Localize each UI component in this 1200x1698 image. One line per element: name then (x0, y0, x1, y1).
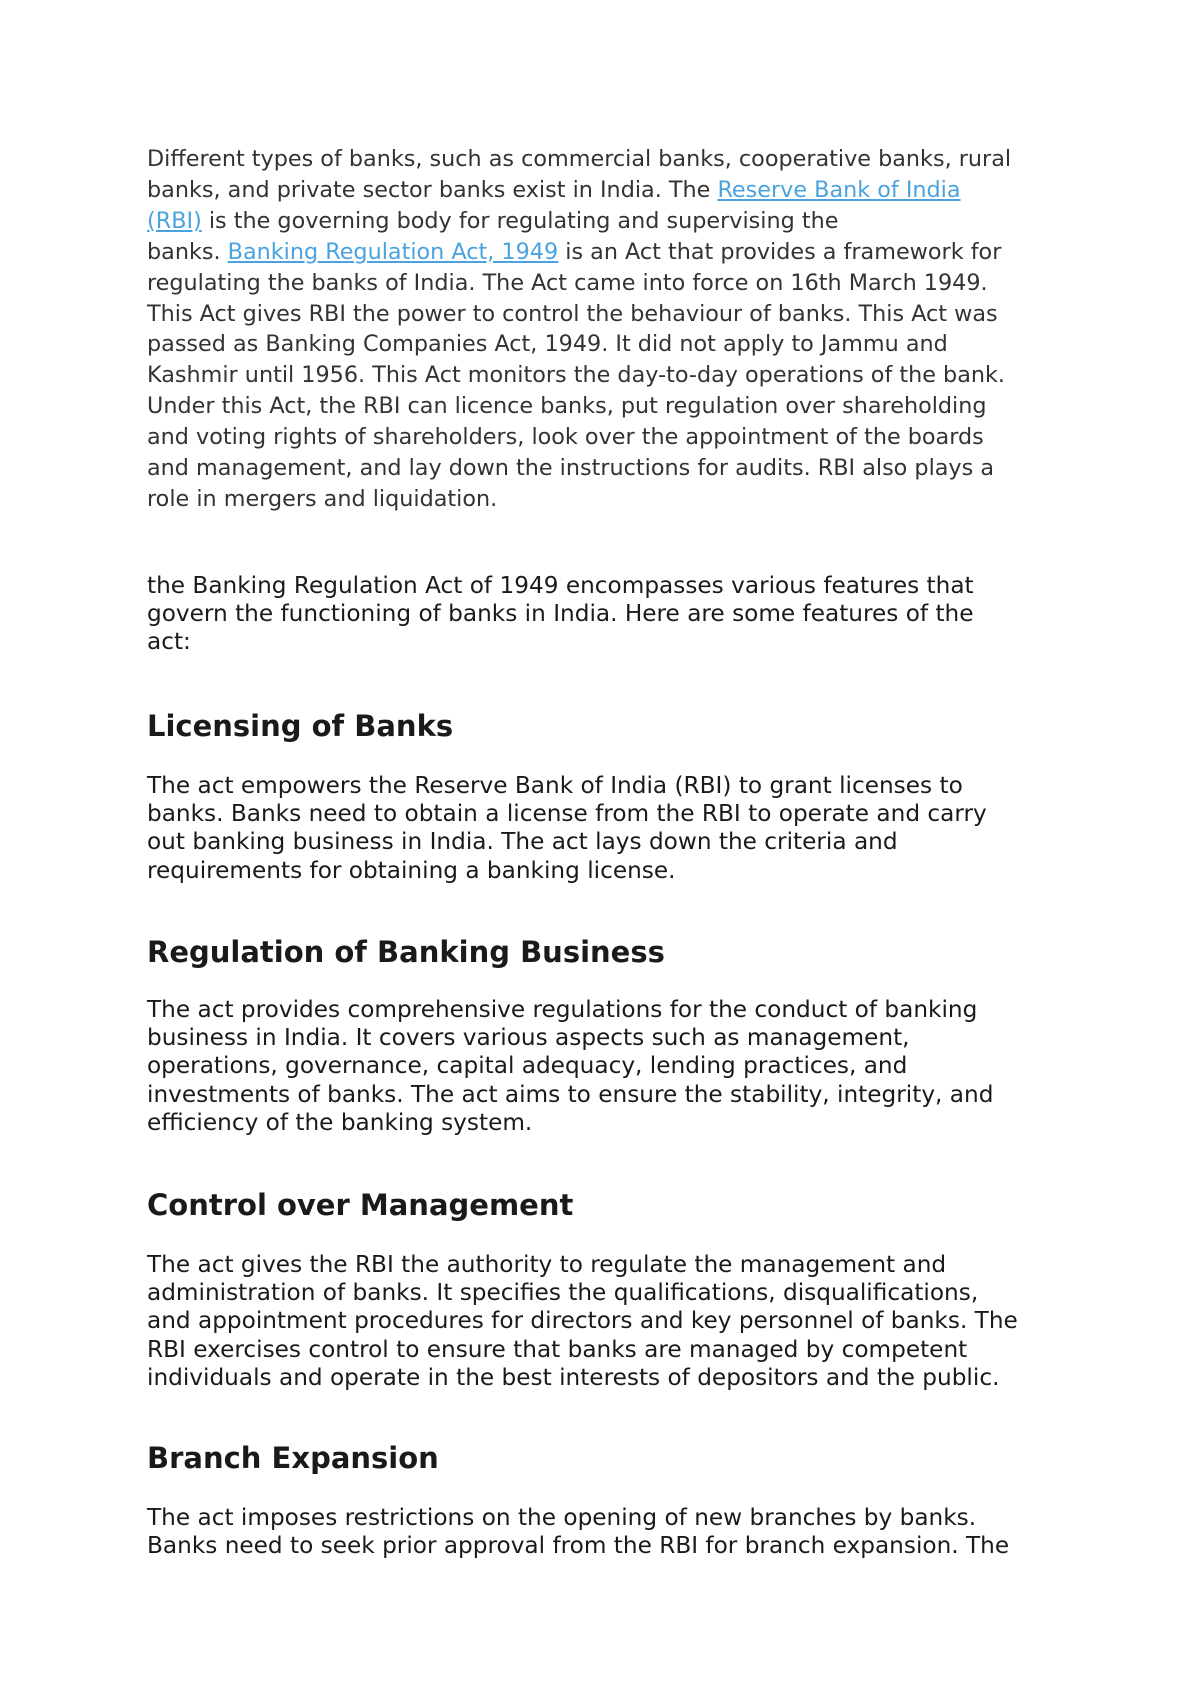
banking-regulation-act-link[interactable]: Banking Regulation Act, 1949 (227, 238, 559, 265)
document-page (147, 144, 1072, 1560)
rbi-link-continued[interactable]: (RBI) (147, 207, 202, 234)
section-heading-licensing: Licensing of Banks (147, 709, 454, 743)
section-heading-control: Control over Management (147, 1188, 574, 1222)
intro-paragraph (147, 144, 1072, 515)
intro-line-2: banks, and private sector banks exist in India. The (147, 176, 718, 203)
section-body-licensing: The act empowers the Reserve Bank of India (RBI) to grant licenses to banks. Banks need to obtain a license from the RBI to operate and carry out banking business in India. The act lays down the criteria and requirements for obtaining a banking license. (147, 772, 987, 884)
section-body-control: The act gives the RBI the authority to regulate the management and administration of banks. It specifies the qualifications, disqualifications, and appointment procedures for directors and key personnel of banks. The RBI exercises control to ensure that banks are managed by competent individuals and operate in the best interests of depositors and the public. (147, 1251, 1018, 1391)
intro-line-3: is the governing body for regulating and supervising the (201, 207, 839, 234)
intro-line-4: banks. (147, 238, 228, 265)
intro-rest: regulating the banks of India. The Act came into force on 16th March 1949. This Act gives RBI the power to control the behaviour of banks. This Act was passed as Banking Companies Act, 1949. It did not apply to Jammu and Kashmir until 1956. This Act monitors the day-to-day operations of the bank. Under this Act, the RBI can licence banks, put regulation over shareholding and voting rights of shareholders, look over the appointment of the boards and management, and lay down the instructions for audits. RBI also plays a role in mergers and liquidation. (147, 269, 1006, 512)
intro-line-4-rest: is an Act that provides a framework for (558, 238, 1002, 265)
section-body-regulation: The act provides comprehensive regulations for the conduct of banking business in India. It covers various aspects such as management, operations, governance, capital adequacy, lending practices, and investments of banks. The act aims to ensure the stability, integrity, and efficiency of the banking system. (147, 996, 994, 1136)
lead-paragraph: the Banking Regulation Act of 1949 encompasses various features that govern the functioning of banks in India. Here are some features of the act: (147, 572, 974, 656)
section-heading-regulation: Regulation of Banking Business (147, 935, 665, 969)
rbi-link[interactable]: Reserve Bank of India (717, 176, 961, 203)
section-body-branch-expansion: The act imposes restrictions on the opening of new branches by banks. Banks need to seek prior approval from the RBI for branch expansion. The (147, 1504, 1010, 1560)
intro-line-1: Different types of banks, such as commercial banks, cooperative banks, rural (147, 146, 1012, 172)
section-heading-branch-expansion: Branch Expansion (147, 1441, 439, 1475)
lead-wrapper (147, 572, 974, 657)
